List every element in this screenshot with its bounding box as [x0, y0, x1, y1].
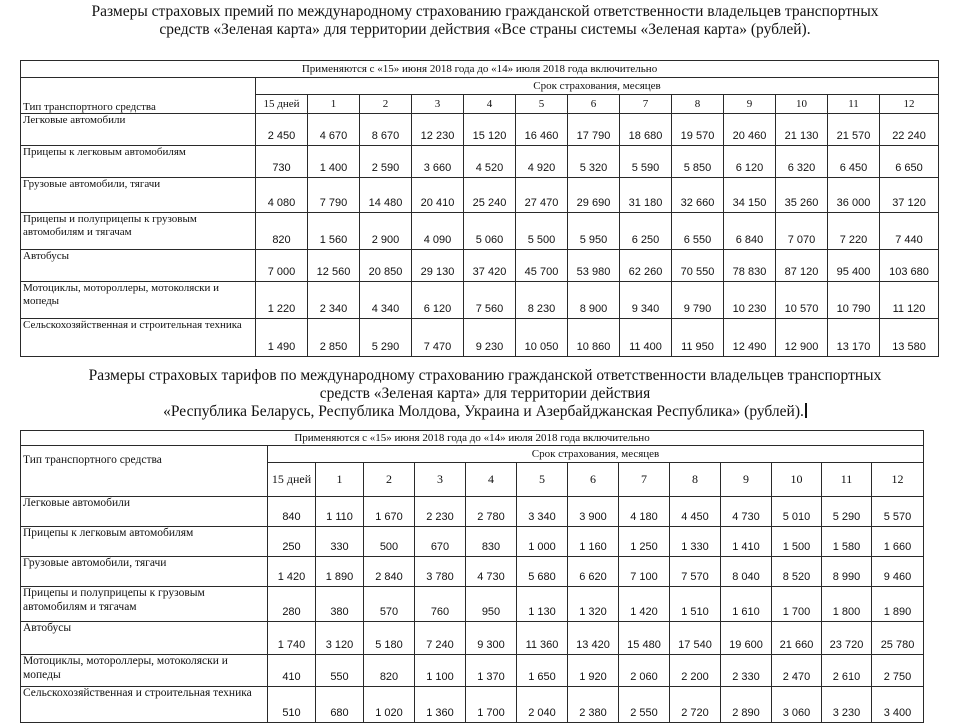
premium-value-cell: 11 120: [880, 282, 939, 319]
premium-value-cell: 4 520: [464, 146, 516, 178]
month-header: 11: [828, 95, 880, 114]
tariff-table-all-countries: [20, 60, 939, 357]
premium-value-cell: 760: [415, 587, 466, 622]
premium-value-cell: 6 550: [672, 213, 724, 250]
premium-value-cell: 9 300: [466, 622, 517, 655]
vehicle-type-cell: Автобусы: [21, 250, 256, 282]
premium-value-cell: 6 620: [568, 557, 619, 587]
premium-value-cell: 3 340: [517, 497, 568, 527]
premium-value-cell: 2 380: [568, 687, 619, 723]
premium-value-cell: 1 510: [670, 587, 721, 622]
premium-value-cell: 6 120: [724, 146, 776, 178]
premium-value-cell: 2 610: [822, 655, 872, 687]
premium-value-cell: 5 950: [568, 213, 620, 250]
period-header: Применяются с «15» июня 2018 года до «14» июля 2018 года включительно: [21, 61, 939, 78]
premium-value-cell: 16 460: [516, 114, 568, 146]
premium-value-cell: 2 550: [619, 687, 670, 723]
premium-value-cell: 330: [316, 527, 364, 557]
vehicle-type-cell: Легковые автомобили: [21, 497, 268, 527]
premium-value-cell: 8 040: [721, 557, 772, 587]
premium-value-cell: 11 360: [517, 622, 568, 655]
table-row: [21, 622, 924, 655]
month-header: 1: [316, 463, 364, 497]
table-body: [21, 114, 939, 357]
vehicle-type-header: Тип транспортного средства: [21, 446, 268, 497]
premium-value-cell: 2 040: [517, 687, 568, 723]
premium-value-cell: 13 170: [828, 319, 880, 357]
month-header: 12: [872, 463, 924, 497]
premium-value-cell: 7 000: [256, 250, 308, 282]
premium-value-cell: 820: [256, 213, 308, 250]
premium-value-cell: 20 410: [412, 178, 464, 213]
premium-value-cell: 1 920: [568, 655, 619, 687]
month-header: 2: [360, 95, 412, 114]
heading-line-text: «Республика Беларусь, Республика Молдова, Украина и Азербайджанская Республика» (рублей).: [163, 402, 804, 420]
premium-value-cell: 15 120: [464, 114, 516, 146]
premium-value-cell: 12 560: [308, 250, 360, 282]
premium-value-cell: 6 840: [724, 213, 776, 250]
premium-value-cell: 7 100: [619, 557, 670, 587]
premium-value-cell: 1 890: [872, 587, 924, 622]
premium-value-cell: 19 570: [672, 114, 724, 146]
premium-value-cell: 1 110: [316, 497, 364, 527]
premium-value-cell: 6 450: [828, 146, 880, 178]
premium-value-cell: 7 570: [670, 557, 721, 587]
premium-value-cell: 5 180: [364, 622, 415, 655]
month-header: 3: [415, 463, 466, 497]
premium-value-cell: 10 050: [516, 319, 568, 357]
table-row: [21, 178, 939, 213]
premium-value-cell: 2 060: [619, 655, 670, 687]
premium-value-cell: 1 220: [256, 282, 308, 319]
premium-value-cell: 6 320: [776, 146, 828, 178]
premium-value-cell: 37 120: [880, 178, 939, 213]
premium-value-cell: 18 680: [620, 114, 672, 146]
premium-value-cell: 680: [316, 687, 364, 723]
vehicle-type-cell: Мотоциклы, мотороллеры, мотоколяски и мопеды: [21, 282, 256, 319]
month-header: 7: [619, 463, 670, 497]
premium-value-cell: 34 150: [724, 178, 776, 213]
vehicle-type-cell: Прицепы и полуприцепы к грузовым автомобилям и тягачам: [21, 587, 268, 622]
premium-value-cell: 2 230: [415, 497, 466, 527]
premium-value-cell: 820: [364, 655, 415, 687]
premium-value-cell: 1 490: [256, 319, 308, 357]
premium-value-cell: 12 490: [724, 319, 776, 357]
tariff-table-regional: [20, 430, 924, 723]
premium-value-cell: 4 080: [256, 178, 308, 213]
premium-value-cell: 11 950: [672, 319, 724, 357]
premium-value-cell: 1 410: [721, 527, 772, 557]
premium-value-cell: 3 660: [412, 146, 464, 178]
premium-value-cell: 6 250: [620, 213, 672, 250]
premium-value-cell: 103 680: [880, 250, 939, 282]
premium-value-cell: 32 660: [672, 178, 724, 213]
premium-value-cell: 7 070: [776, 213, 828, 250]
premium-value-cell: 410: [268, 655, 316, 687]
premium-value-cell: 7 440: [880, 213, 939, 250]
premium-value-cell: 95 400: [828, 250, 880, 282]
table-row: [21, 250, 939, 282]
premium-value-cell: 87 120: [776, 250, 828, 282]
premium-value-cell: 8 230: [516, 282, 568, 319]
premium-value-cell: 5 500: [516, 213, 568, 250]
premium-value-cell: 11 400: [620, 319, 672, 357]
premium-value-cell: 20 850: [360, 250, 412, 282]
premium-value-cell: 1 740: [268, 622, 316, 655]
premium-value-cell: 21 660: [772, 622, 822, 655]
premium-value-cell: 250: [268, 527, 316, 557]
premium-value-cell: 25 780: [872, 622, 924, 655]
table-row: [21, 213, 939, 250]
premium-value-cell: 5 850: [672, 146, 724, 178]
premium-value-cell: 70 550: [672, 250, 724, 282]
premium-value-cell: 280: [268, 587, 316, 622]
premium-value-cell: 5 290: [822, 497, 872, 527]
premium-value-cell: 1 890: [316, 557, 364, 587]
premium-value-cell: 6 650: [880, 146, 939, 178]
table-row: [21, 319, 939, 357]
premium-value-cell: 670: [415, 527, 466, 557]
premium-value-cell: 1 360: [415, 687, 466, 723]
premium-value-cell: 1 420: [268, 557, 316, 587]
premium-value-cell: 4 090: [412, 213, 464, 250]
premium-value-cell: 9 340: [620, 282, 672, 319]
premium-value-cell: 15 480: [619, 622, 670, 655]
premium-value-cell: 3 900: [568, 497, 619, 527]
premium-value-cell: 1 020: [364, 687, 415, 723]
vehicle-type-cell: Сельскохозяйственная и строительная техника: [21, 319, 256, 357]
premium-value-cell: 1 000: [517, 527, 568, 557]
premium-value-cell: 5 570: [872, 497, 924, 527]
premium-value-cell: 5 590: [620, 146, 672, 178]
premium-value-cell: 36 000: [828, 178, 880, 213]
premium-value-cell: 19 600: [721, 622, 772, 655]
premium-value-cell: 5 320: [568, 146, 620, 178]
table-row: [21, 655, 924, 687]
premium-value-cell: 830: [466, 527, 517, 557]
premium-value-cell: 2 780: [466, 497, 517, 527]
table-row: [21, 282, 939, 319]
table-body: [21, 497, 924, 723]
premium-value-cell: 1 420: [619, 587, 670, 622]
premium-value-cell: 13 580: [880, 319, 939, 357]
premium-value-cell: 2 890: [721, 687, 772, 723]
month-header: 12: [880, 95, 939, 114]
month-header: 3: [412, 95, 464, 114]
month-header: 1: [308, 95, 360, 114]
month-header: 2: [364, 463, 415, 497]
premium-value-cell: 1 700: [466, 687, 517, 723]
premium-value-cell: 3 780: [415, 557, 466, 587]
premium-value-cell: 7 560: [464, 282, 516, 319]
premium-value-cell: 1 700: [772, 587, 822, 622]
month-header: 8: [672, 95, 724, 114]
premium-value-cell: 29 690: [568, 178, 620, 213]
table-row: [21, 497, 924, 527]
month-header: 5: [516, 95, 568, 114]
premium-value-cell: 21 130: [776, 114, 828, 146]
premium-value-cell: 6 120: [412, 282, 464, 319]
premium-value-cell: 4 730: [466, 557, 517, 587]
month-header: 6: [568, 463, 619, 497]
month-header: 8: [670, 463, 721, 497]
premium-value-cell: 1 610: [721, 587, 772, 622]
month-header: 10: [772, 463, 822, 497]
vehicle-type-cell: Грузовые автомобили, тягачи: [21, 557, 268, 587]
premium-value-cell: 5 060: [464, 213, 516, 250]
premium-value-cell: 2 750: [872, 655, 924, 687]
vehicle-type-cell: Легковые автомобили: [21, 114, 256, 146]
premium-value-cell: 45 700: [516, 250, 568, 282]
premium-value-cell: 1 650: [517, 655, 568, 687]
vehicle-type-cell: Прицепы к легковым автомобилям: [21, 146, 256, 178]
premium-value-cell: 13 420: [568, 622, 619, 655]
premium-value-cell: 2 450: [256, 114, 308, 146]
premium-value-cell: 3 060: [772, 687, 822, 723]
month-header: 9: [724, 95, 776, 114]
premium-value-cell: 1 130: [517, 587, 568, 622]
table-row: [21, 687, 924, 723]
vehicle-type-cell: Сельскохозяйственная и строительная техника: [21, 687, 268, 723]
heading-line: Размеры страховых тарифов по международному страхованию гражданской ответственности владельцев транспортных: [88, 367, 882, 384]
premium-value-cell: 2 840: [364, 557, 415, 587]
table-row: [21, 146, 939, 178]
premium-value-cell: 53 980: [568, 250, 620, 282]
text-cursor: [805, 403, 807, 418]
premium-value-cell: 10 860: [568, 319, 620, 357]
premium-value-cell: 2 850: [308, 319, 360, 357]
premium-value-cell: 2 340: [308, 282, 360, 319]
premium-value-cell: 8 670: [360, 114, 412, 146]
premium-value-cell: 10 570: [776, 282, 828, 319]
premium-value-cell: 29 130: [412, 250, 464, 282]
premium-value-cell: 4 180: [619, 497, 670, 527]
premium-value-cell: 570: [364, 587, 415, 622]
heading-line: Размеры страховых премий по международному страхованию гражданской ответственности владельцев транспортных: [91, 3, 879, 20]
premium-value-cell: 1 560: [308, 213, 360, 250]
premium-value-cell: 17 540: [670, 622, 721, 655]
premium-value-cell: 35 260: [776, 178, 828, 213]
vehicle-type-cell: Грузовые автомобили, тягачи: [21, 178, 256, 213]
premium-value-cell: 950: [466, 587, 517, 622]
premium-value-cell: 25 240: [464, 178, 516, 213]
table-row: [21, 587, 924, 622]
vehicle-type-cell: Мотоциклы, мотороллеры, мотоколяски и мопеды: [21, 655, 268, 687]
premium-value-cell: 23 720: [822, 622, 872, 655]
month-header: 4: [466, 463, 517, 497]
premium-value-cell: 510: [268, 687, 316, 723]
month-header: 4: [464, 95, 516, 114]
premium-value-cell: 12 230: [412, 114, 464, 146]
heading-all-countries: [20, 3, 950, 39]
premium-value-cell: 37 420: [464, 250, 516, 282]
premium-value-cell: 10 790: [828, 282, 880, 319]
premium-value-cell: 4 340: [360, 282, 412, 319]
premium-value-cell: 840: [268, 497, 316, 527]
vehicle-type-header: Тип транспортного средства: [21, 78, 256, 114]
premium-value-cell: 8 990: [822, 557, 872, 587]
premium-value-cell: 7 240: [415, 622, 466, 655]
premium-value-cell: 2 470: [772, 655, 822, 687]
premium-value-cell: 3 400: [872, 687, 924, 723]
premium-value-cell: 8 520: [772, 557, 822, 587]
vehicle-type-cell: Прицепы к легковым автомобилям: [21, 527, 268, 557]
premium-value-cell: 5 010: [772, 497, 822, 527]
term-header: Срок страхования, месяцев: [256, 78, 939, 95]
premium-value-cell: 1 670: [364, 497, 415, 527]
premium-value-cell: 21 570: [828, 114, 880, 146]
premium-value-cell: 4 450: [670, 497, 721, 527]
premium-value-cell: 380: [316, 587, 364, 622]
premium-value-cell: 1 500: [772, 527, 822, 557]
heading-line: средств «Зеленая карта» для территории действия: [319, 384, 651, 402]
premium-value-cell: 9 790: [672, 282, 724, 319]
premium-value-cell: 22 240: [880, 114, 939, 146]
premium-value-cell: 8 900: [568, 282, 620, 319]
premium-value-cell: 7 790: [308, 178, 360, 213]
vehicle-type-cell: Прицепы и полуприцепы к грузовым автомобилям и тягачам: [21, 213, 256, 250]
month-header: 10: [776, 95, 828, 114]
premium-value-cell: 78 830: [724, 250, 776, 282]
table-row: [21, 557, 924, 587]
heading-line: [20, 403, 950, 421]
premium-value-cell: 2 900: [360, 213, 412, 250]
premium-value-cell: 17 790: [568, 114, 620, 146]
premium-value-cell: 7 220: [828, 213, 880, 250]
month-header: 15 дней: [256, 95, 308, 114]
premium-value-cell: 4 670: [308, 114, 360, 146]
premium-value-cell: 1 250: [619, 527, 670, 557]
table-row: [21, 114, 939, 146]
premium-value-cell: 1 660: [872, 527, 924, 557]
premium-value-cell: 62 260: [620, 250, 672, 282]
premium-value-cell: 1 160: [568, 527, 619, 557]
heading-belarus-moldova-ukraine-azerbaijan: [20, 367, 950, 420]
table-row: [21, 527, 924, 557]
month-header: 15 дней: [268, 463, 316, 497]
month-header: 9: [721, 463, 772, 497]
premium-value-cell: 9 230: [464, 319, 516, 357]
premium-value-cell: 550: [316, 655, 364, 687]
premium-value-cell: 2 590: [360, 146, 412, 178]
premium-value-cell: 2 330: [721, 655, 772, 687]
premium-value-cell: 14 480: [360, 178, 412, 213]
premium-value-cell: 5 680: [517, 557, 568, 587]
premium-value-cell: 1 800: [822, 587, 872, 622]
premium-value-cell: 31 180: [620, 178, 672, 213]
heading-line: средств «Зеленая карта» для территории действия «Все страны системы «Зеленая карта» (рублей).: [159, 20, 811, 38]
premium-value-cell: 1 330: [670, 527, 721, 557]
vehicle-type-cell: Автобусы: [21, 622, 268, 655]
premium-value-cell: 3 120: [316, 622, 364, 655]
premium-value-cell: 9 460: [872, 557, 924, 587]
premium-value-cell: 500: [364, 527, 415, 557]
premium-value-cell: 4 920: [516, 146, 568, 178]
month-header: 7: [620, 95, 672, 114]
premium-value-cell: 3 230: [822, 687, 872, 723]
premium-value-cell: 20 460: [724, 114, 776, 146]
month-header: 5: [517, 463, 568, 497]
premium-value-cell: 7 470: [412, 319, 464, 357]
premium-value-cell: 10 230: [724, 282, 776, 319]
premium-value-cell: 730: [256, 146, 308, 178]
term-header: Срок страхования, месяцев: [268, 446, 924, 463]
premium-value-cell: 1 400: [308, 146, 360, 178]
premium-value-cell: 4 730: [721, 497, 772, 527]
premium-value-cell: 12 900: [776, 319, 828, 357]
premium-value-cell: 5 290: [360, 319, 412, 357]
premium-value-cell: 1 100: [415, 655, 466, 687]
premium-value-cell: 1 320: [568, 587, 619, 622]
month-header: 6: [568, 95, 620, 114]
premium-value-cell: 1 370: [466, 655, 517, 687]
premium-value-cell: 27 470: [516, 178, 568, 213]
premium-value-cell: 1 580: [822, 527, 872, 557]
premium-value-cell: 2 200: [670, 655, 721, 687]
month-header: 11: [822, 463, 872, 497]
premium-value-cell: 2 720: [670, 687, 721, 723]
period-header: Применяются с «15» июня 2018 года до «14» июля 2018 года включительно: [21, 431, 924, 446]
